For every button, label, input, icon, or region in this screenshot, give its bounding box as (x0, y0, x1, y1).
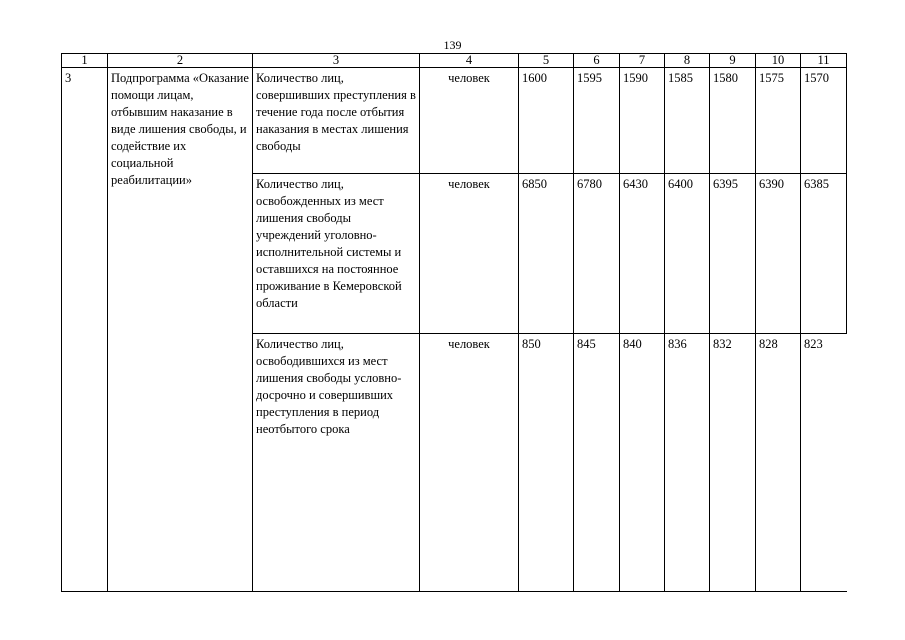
indicator-cell: Количество лиц, совершивших преступления в течение года после отбытия наказания в местах лишения свободы (253, 68, 420, 174)
value-cell: 1585 (665, 68, 710, 174)
value-cell: 6780 (574, 174, 620, 334)
header-cell: 4 (420, 54, 519, 68)
header-cell: 9 (710, 54, 756, 68)
value-cell: 6400 (665, 174, 710, 334)
value-cell: 6390 (756, 174, 801, 334)
value-cell: 1580 (710, 68, 756, 174)
value-cell: 836 (665, 334, 710, 592)
item-number-cell: 3 (62, 68, 108, 592)
value-cell: 1575 (756, 68, 801, 174)
header-cell: 8 (665, 54, 710, 68)
value-cell: 845 (574, 334, 620, 592)
page-number: 139 (443, 38, 462, 52)
unit-cell: человек (420, 68, 519, 174)
header-cell: 5 (519, 54, 574, 68)
header-cell: 1 (62, 54, 108, 68)
header-cell: 11 (801, 54, 847, 68)
value-cell: 6850 (519, 174, 574, 334)
value-cell: 1590 (620, 68, 665, 174)
value-cell: 6385 (801, 174, 847, 334)
value-cell: 823 (801, 334, 847, 592)
value-cell: 850 (519, 334, 574, 592)
indicator-cell: Количество лиц, освобожденных из мест лишения свободы учреждений уголовно-исполнительной системы и оставшихся на постоянное проживание в Кемеровской области (253, 174, 420, 334)
table-row (62, 68, 847, 174)
program-name-cell: Подпрограмма «Оказание помощи лицам, отбывшим наказание в виде лишения свободы, и содействие их социальной реабилитации» (108, 68, 253, 592)
value-cell: 1570 (801, 68, 847, 174)
header-row (62, 54, 847, 68)
header-cell: 2 (108, 54, 253, 68)
value-cell: 6430 (620, 174, 665, 334)
unit-cell: человек (420, 334, 519, 592)
value-cell: 1600 (519, 68, 574, 174)
indicators-table (61, 53, 847, 592)
header-cell: 7 (620, 54, 665, 68)
header-cell: 6 (574, 54, 620, 68)
header-cell: 10 (756, 54, 801, 68)
value-cell: 832 (710, 334, 756, 592)
value-cell: 840 (620, 334, 665, 592)
header-cell: 3 (253, 54, 420, 68)
unit-cell: человек (420, 174, 519, 334)
value-cell: 1595 (574, 68, 620, 174)
value-cell: 6395 (710, 174, 756, 334)
value-cell: 828 (756, 334, 801, 592)
indicator-cell: Количество лиц, освободившихся из мест лишения свободы условно-досрочно и совершивших преступления в период неотбытого срока (253, 334, 420, 592)
